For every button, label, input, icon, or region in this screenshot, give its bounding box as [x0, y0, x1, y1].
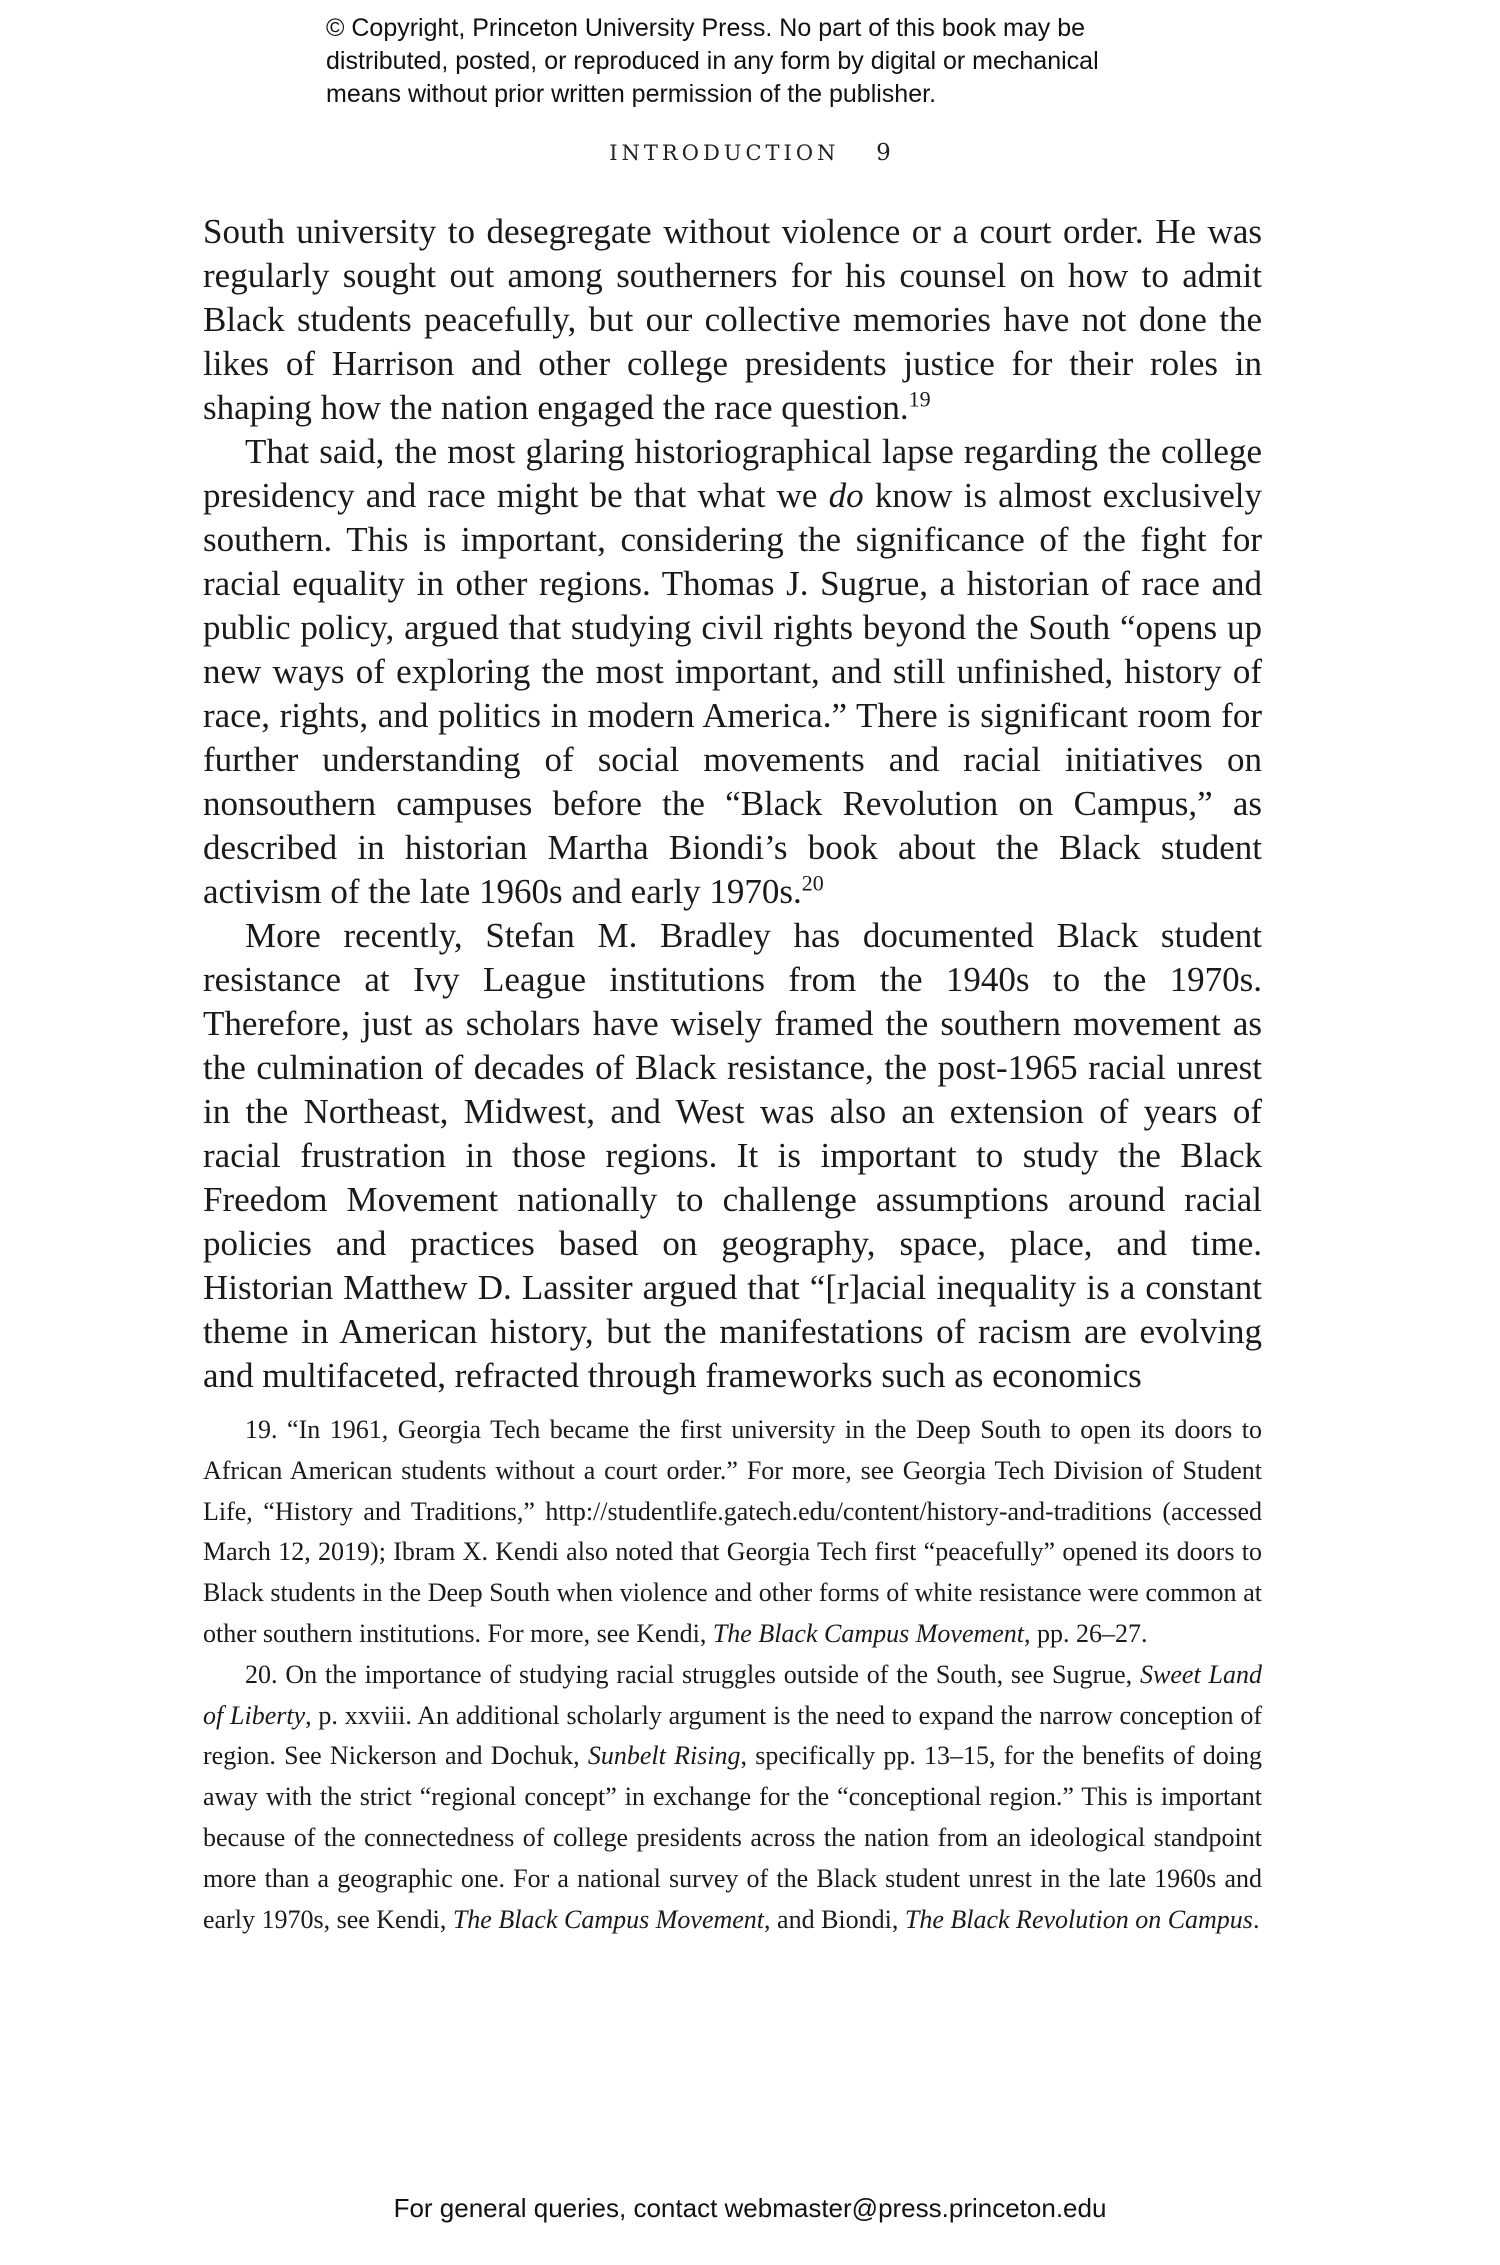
- footnote-ref-20[interactable]: 20: [801, 870, 824, 896]
- footnote-19-text-b: , pp. 26–27.: [1024, 1618, 1148, 1648]
- paragraph-1: [203, 210, 1262, 430]
- footnote-19-title-1: The Black Campus Movement: [712, 1618, 1025, 1648]
- running-head: [0, 140, 1500, 166]
- copyright-notice: [326, 12, 1226, 111]
- footnote-20-text-e: .: [1252, 1904, 1260, 1934]
- footnote-19: [203, 1410, 1262, 1655]
- copyright-line-2: distributed, posted, or reproduced in any form by digital or mechanical: [326, 47, 1099, 75]
- page-number: 9: [876, 140, 891, 166]
- footer-contact: For general queries, contact webmaster@press.princeton.edu: [393, 2193, 1107, 2223]
- main-text: [203, 210, 1262, 1398]
- paragraph-2-emphasis: do: [828, 476, 864, 515]
- footnote-20-text-c: , specifically pp. 13–15, for the benefits of doing away with the strict “regional concept” in exchange for the “conceptional region.” This is important because of the connectedness of college presidents across the nation from an ideological standpoint more than a geographic one. For a national survey of the Black student unrest in the late 1960s and early 1970s, see Kendi,: [203, 1741, 1262, 1934]
- paragraph-1-text: South university to desegregate without violence or a court order. He was regularly sought out among southerners for his counsel on how to admit Black students peacefully, but our collective memories have not done the likes of Harrison and other college presidents justice for their roles in shaping how the nation engaged the race question.: [203, 212, 1262, 427]
- footnote-20: [203, 1655, 1262, 1941]
- paragraph-3: [203, 914, 1262, 1398]
- footnotes: [203, 1410, 1262, 1940]
- paragraph-2-text-b: know is almost exclusively southern. This is important, considering the significance of the fight for racial equality in other regions. Thomas J. Sugrue, a historian of race and public policy, argued that studying civil rights beyond the South “opens up new ways of exploring the most important, and still unfinished, history of race, rights, and politics in modern America.” There is significant room for further understanding of social movements and racial initiatives on nonsouthern campuses before the “Black Revolution on Campus,” as described in historian Martha Biondi’s book about the Black student activism of the late 1960s and early 1970s.: [203, 476, 1262, 911]
- footnote-19-text-a: 19. “In 1961, Georgia Tech became the first university in the Deep South to open its doors to African American students without a court order.” For more, see Georgia Tech Division of Student Life, “History and Traditions,” http://studentlife.gatech.edu/content/history-and-traditions (accessed March 12, 2019); Ibram X. Kendi also noted that Georgia Tech first “peacefully” opened its doors to Black students in the Deep South when violence and other forms of white resistance were common at other southern institutions. For more, see Kendi,: [203, 1415, 1262, 1648]
- paragraph-2-text-a: That said, the most glaring historiographical lapse regarding the college presidency and race might be that what we: [203, 432, 1262, 515]
- footnote-20-title-1: Sweet Land of Liberty: [203, 1659, 1263, 1730]
- copyright-line-3: means without prior written permission of the publisher.: [326, 80, 937, 108]
- footnote-20-title-3: The Black Campus Movement: [452, 1904, 765, 1934]
- paragraph-2: [203, 430, 1262, 914]
- footnote-20-title-4: The Black Revolution on Campus: [904, 1904, 1253, 1934]
- footnote-20-title-2: Sunbelt Rising: [587, 1741, 741, 1771]
- footnote-20-text-b: , p. xxviii. An additional scholarly argument is the need to expand the narrow conception of region. See Nickerson and Dochuk,: [203, 1700, 1262, 1771]
- footnote-20-text-d: , and Biondi,: [764, 1904, 905, 1934]
- copyright-line-1: © Copyright, Princeton University Press. No part of this book may be: [326, 14, 1086, 42]
- footnote-ref-19[interactable]: 19: [908, 386, 931, 412]
- footnote-20-text-a: 20. On the importance of studying racial struggles outside of the South, see Sugrue,: [245, 1659, 1141, 1689]
- running-head-title: INTRODUCTION: [609, 141, 840, 165]
- paragraph-3-text: More recently, Stefan M. Bradley has documented Black student resistance at Ivy League institutions from the 1940s to the 1970s. Therefore, just as scholars have wisely framed the southern movement as the culmination of decades of Black resistance, the post-1965 racial unrest in the Northeast, Midwest, and West was also an extension of years of racial frustration in those regions. It is important to study the Black Freedom Movement nationally to challenge assumptions around racial policies and practices based on geography, space, place, and time. Historian Matthew D. Lassiter argued that “[r]acial inequality is a constant theme in American history, but the manifestations of racism are evolving and multifaceted, refracted through frameworks such as economics: [203, 916, 1262, 1395]
